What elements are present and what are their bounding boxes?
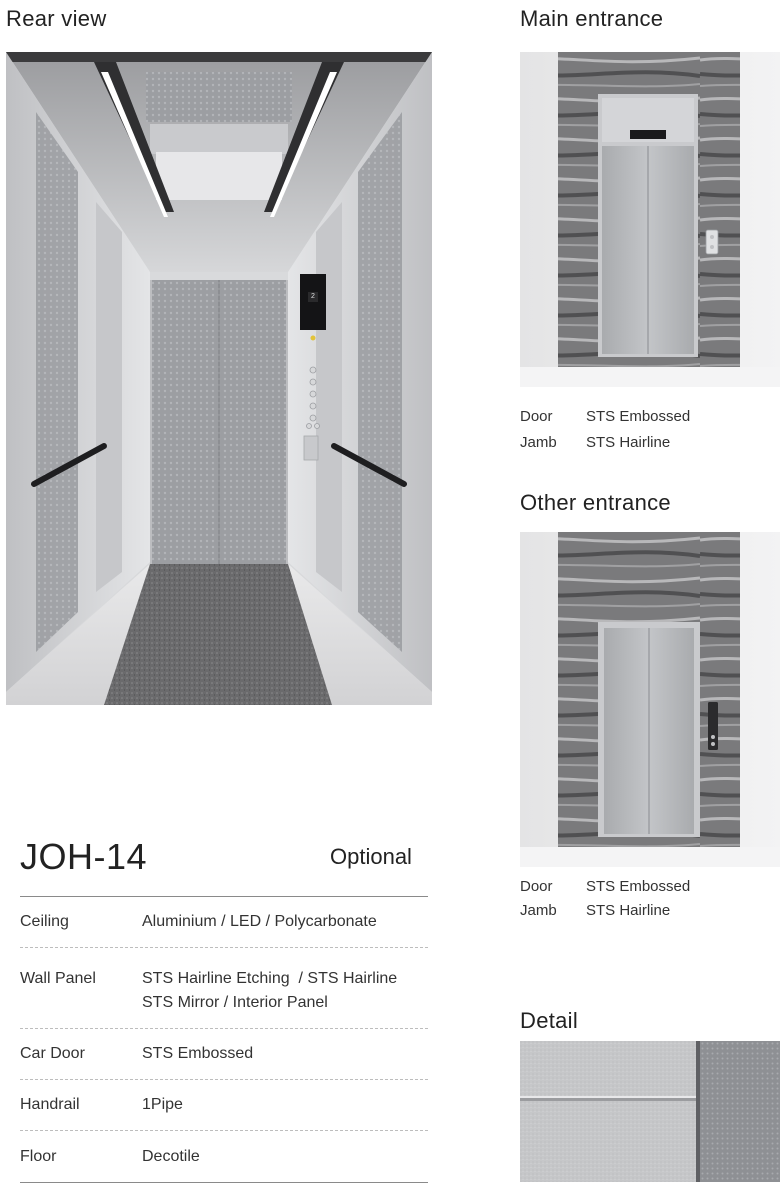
spec-divider — [20, 1028, 428, 1029]
spec-divider — [20, 947, 428, 948]
detail-image — [520, 1041, 780, 1182]
model-name: JOH-14 — [20, 836, 148, 877]
main-entrance-image — [520, 52, 780, 387]
spec-value-handrail: 1Pipe — [142, 1096, 183, 1113]
spec-divider — [20, 1130, 428, 1131]
spec-label-handrail: Handrail — [20, 1096, 80, 1113]
spec-label-ceiling: Ceiling — [20, 913, 69, 930]
other-jamb-label: Jamb — [520, 902, 557, 919]
main-entrance-heading: Main entrance — [520, 6, 664, 31]
other-entrance-heading: Other entrance — [520, 490, 671, 515]
rear-view-heading: Rear view — [6, 6, 107, 31]
spec-label-car-door: Car Door — [20, 1045, 85, 1062]
spec-value-car-door: STS Embossed — [142, 1045, 254, 1062]
main-door-label: Door — [520, 408, 553, 425]
optional-label: Optional — [330, 844, 412, 869]
rear-view-image — [6, 52, 432, 705]
spec-label-wall-panel: Wall Panel — [20, 970, 96, 987]
spec-value-wall-panel-line2: STS Mirror / Interior Panel — [142, 994, 328, 1011]
other-entrance-image — [520, 532, 780, 867]
other-door-label: Door — [520, 878, 553, 895]
detail-heading: Detail — [520, 1008, 579, 1033]
spec-value-floor: Decotile — [142, 1148, 200, 1165]
spec-divider — [20, 1079, 428, 1080]
other-door-value: STS Embossed — [586, 878, 691, 895]
main-jamb-label: Jamb — [520, 434, 557, 451]
spec-value-wall-panel-line1: STS Hairline Etching / STS Hairline — [142, 970, 398, 987]
spec-label-floor: Floor — [20, 1148, 57, 1165]
spec-value-ceiling: Aluminium / LED / Polycarbonate — [142, 913, 377, 930]
spec-table-bottom-rule — [20, 1182, 428, 1183]
main-door-value: STS Embossed — [586, 408, 691, 425]
floor-display: 2 — [311, 293, 315, 300]
main-jamb-value: STS Hairline — [586, 434, 671, 451]
spec-table-top-rule — [20, 896, 428, 897]
other-jamb-value: STS Hairline — [586, 902, 671, 919]
